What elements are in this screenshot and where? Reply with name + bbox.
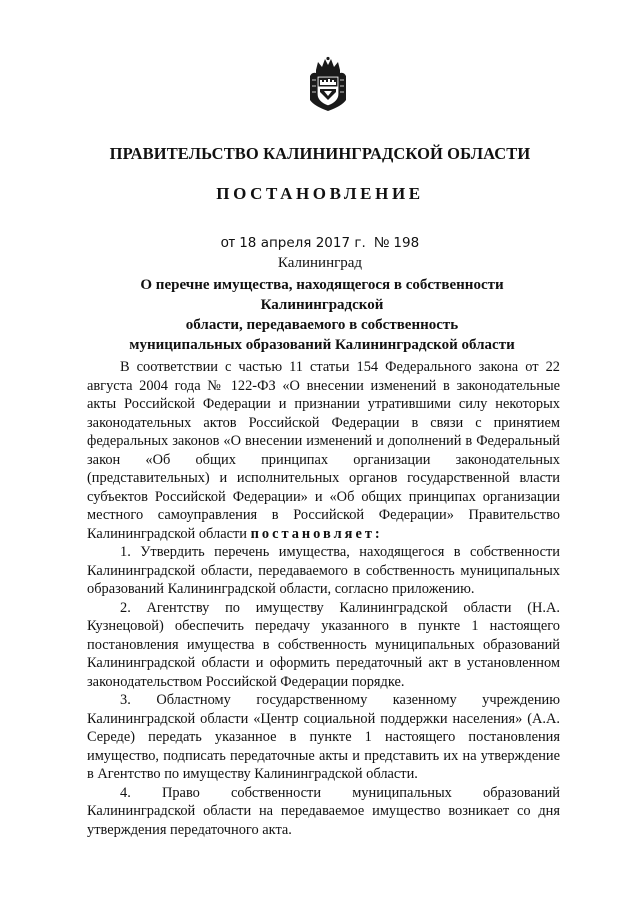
subject-line: области, передаваемого в собственность	[185, 317, 459, 333]
kaliningrad-region-coat-of-arms-icon	[308, 56, 348, 112]
document-type-title: ПОСТАНОВЛЕНИЕ	[216, 184, 424, 203]
preamble-paragraph	[87, 358, 560, 543]
city-name: Калининград	[277, 255, 363, 271]
number-sign: №	[373, 235, 390, 251]
item-paragraph: 3. Областному государственному казенному учреждению Калининградской области «Центр социальной поддержки населения» (А.А. Середе) передать указанное в пункте 1 настоящего постановления имущество, подписать передаточные акты и представить их на утверждение в Агентство по имуществу Калининградской области.	[87, 692, 560, 782]
number-value: 198	[393, 235, 420, 251]
item-paragraph: 2. Агентству по имуществу Калининградской области (Н.А. Кузнецовой) обеспечить передачу указанного в пункте 1 настоящего постановления имущества в собственность муниципальных образований Калининградской области и оформить передаточный акт в установленном законодательством Российской Федерации порядке.	[87, 599, 560, 690]
item-paragraph: 1. Утвердить перечень имущества, находящегося в собственности Калининградской области, передаваемого в собственность муниципальных образований Калининградской области, согласно приложению.	[87, 544, 560, 597]
resolves-word: постановляет:	[250, 525, 383, 542]
resolution-subject	[80, 275, 564, 355]
preamble-text: В соответствии с частью 11 статьи 154 Федерального закона от 22 августа 2004 года № 122-ФЗ «О внесении изменений в законодательные акты Российской Федерации и признании утратившими силу некоторых законодательных актов Российской Федерации в связи с принятием федеральных законов «О внесении изменений и дополнений в Федеральный закон «Об общих принципах организации законодательных (представительных) и исполнительных органов государственной власти субъектов Российской Федерации» и «Об общих принципах организации местного самоуправления в Российской Федерации» Правительство Калининградской области	[87, 359, 560, 542]
subject-line: муниципальных образований Калининградской области	[129, 337, 515, 353]
date-prefix: от	[220, 235, 236, 251]
date-number-line	[0, 235, 640, 251]
resolution-body	[87, 358, 560, 839]
government-title: ПРАВИТЕЛЬСТВО КАЛИНИНГРАДСКОЙ ОБЛАСТИ	[109, 144, 531, 163]
item-paragraph: 4. Право собственности муниципальных образований Калининградской области на передаваемое имущество возникает со дня утверждения передаточного акта.	[87, 784, 560, 838]
subject-line: О перечне имущества, находящегося в собственности Калининградской	[140, 277, 504, 313]
date-value: 18 апреля 2017 г.	[239, 235, 366, 251]
